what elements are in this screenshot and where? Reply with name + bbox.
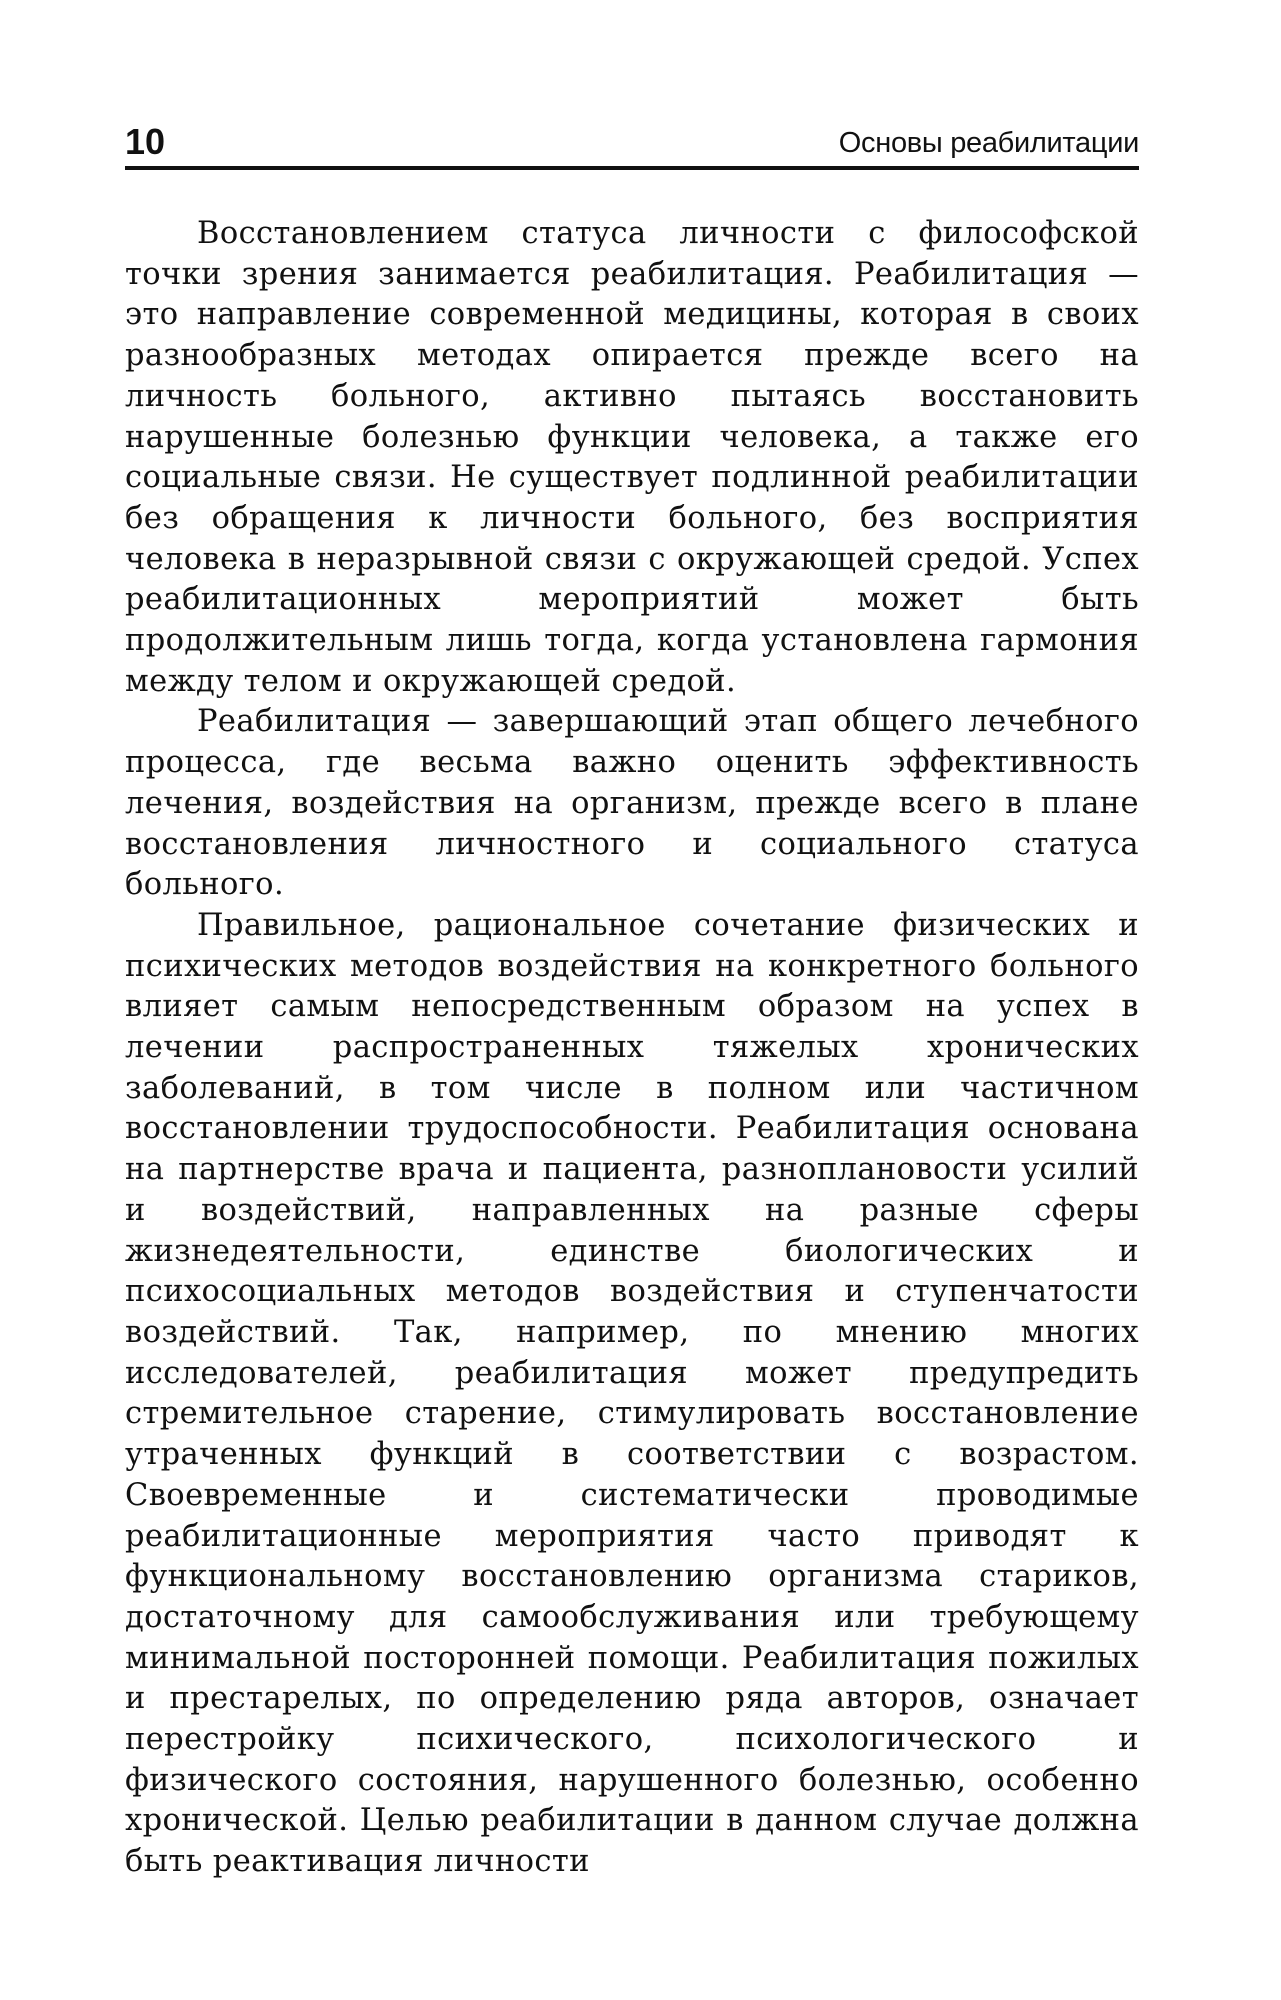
page-number: 10	[125, 121, 166, 162]
paragraph: Правильное, рациональное сочетание физических и психических методов воздействия на конкретного больного влияет самым непосредственным образом на успех в лечении распространенных тяжелых хронических заболеваний, в том числе в полном или частичном восстановлении трудоспособности. Реабилитация основана на партнерстве врача и пациента, разноплановости усилий и воздействий, направленных на разные сферы жизнедеятельности, единстве биологических и психосоциальных методов воздействия и ступенчатости воздействий. Так, например, по мнению многих исследователей, реабилитация может предупредить стремительное старение, стимулировать восстановление утраченных функций в соответствии с возрастом. Своевременные и систематически проводимые реабилитационные мероприятия часто приводят к функциональному восстановлению организма стариков, достаточному для самообслуживания или требующему минимальной посторонней помощи. Реабилитация пожилых и престарелых, по определению ряда авторов, означает перестройку психического, психологического и физического состояния, нарушенного болезнью, особенно хронической. Целью реабилитации в данном случае должна быть реактивация личности	[125, 907, 1139, 1880]
paragraph: Реабилитация — завершающий этап общего лечебного процесса, где весьма важно оценить эффективность лечения, воздействия на организм, прежде всего в плане восстановления личностного и социального статуса больного.	[125, 704, 1139, 903]
page-header	[125, 116, 1139, 170]
running-title: Основы реабилитации	[838, 127, 1139, 159]
paragraph: Восстановлением статуса личности с философской точки зрения занимается реабилитация. Реабилитация — это направление современной медицины, которая в своих разнообразных методах опирается прежде всего на личность больного, активно пытаясь восстановить нарушенные болезнью функции человека, а также его социальные связи. Не существует подлинной реабилитации без обращения к личности больного, без восприятия человека в неразрывной связи с окружающей средой. Успех реабилитационных мероприятий может быть продолжительным лишь тогда, когда установлена гармония между телом и окружающей средой.	[125, 216, 1139, 699]
body-text	[125, 214, 1139, 1883]
